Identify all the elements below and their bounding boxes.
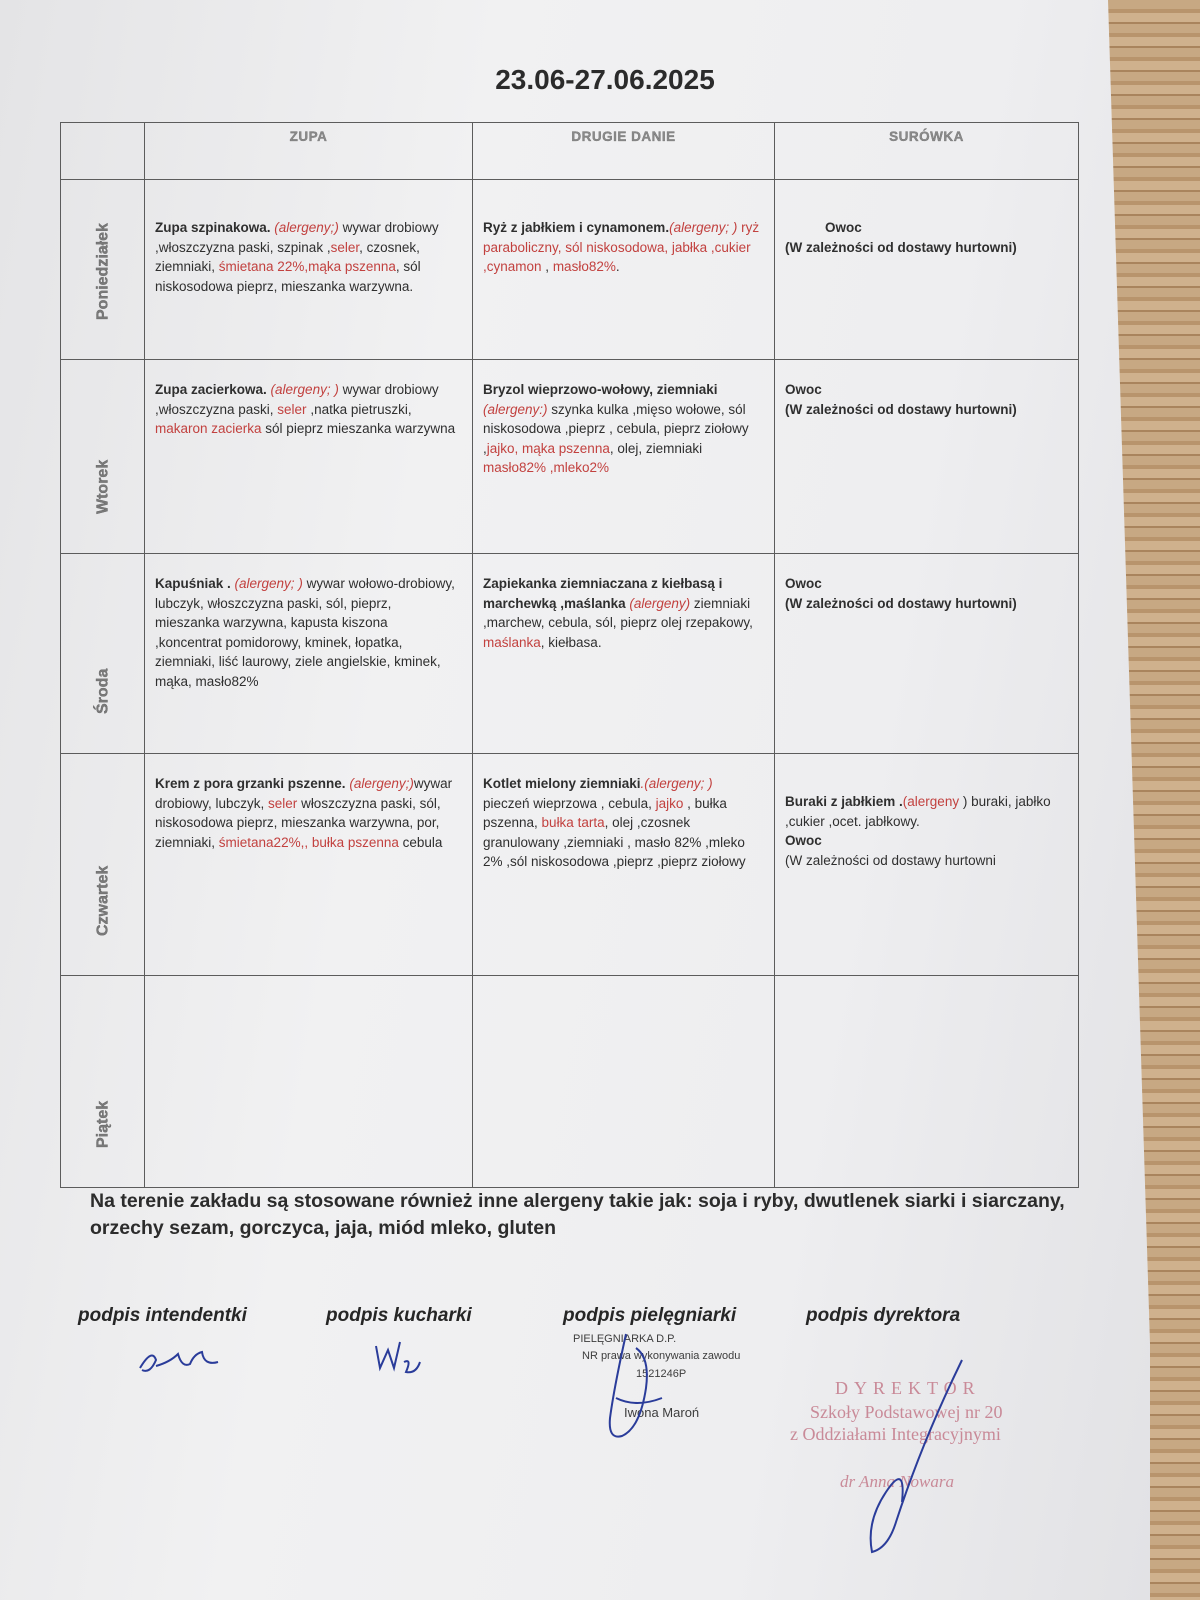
header-zupa: ZUPA <box>145 123 473 180</box>
menu-table <box>60 122 1079 1188</box>
soup-cell: Krem z pora grzanki pszenne. (alergeny;)wywar drobiowy, lubczyk, seler włoszczyzna paski, sól, niskosodowa pieprz, mieszanka warzywna, por, ziemniaki, śmietana22%,, bułka pszenna cebula <box>145 754 473 976</box>
intendent-signature <box>130 1340 230 1380</box>
cook-signature <box>368 1332 428 1384</box>
soup-cell: Zupa zacierkowa. (alergeny; ) wywar drobiowy ,włoszczyzna paski, seler ,natka pietruszki, makaron zacierka sól pieprz mieszanka warzywna <box>145 360 473 554</box>
director-stamp-line3: z Oddziałami Integracyjnymi <box>790 1424 1001 1444</box>
signature-label-intendent: podpis intendentki <box>78 1305 247 1326</box>
nurse-stamp-line3: 1521246P <box>636 1368 687 1380</box>
nurse-stamp-line2: NR prawa wykonywania zawodu <box>582 1350 741 1362</box>
main-dish-cell: Ryż z jabłkiem i cynamonem.(alergeny; ) ryż paraboliczny, sól niskosodowa, jabłka ,cukier ,cynamon , masło82%. <box>473 180 775 360</box>
allergen-footer-note: Na terenie zakładu są stosowane również inne alergeny takie jak: soja i ryby, dwutlenek siarki i siarczany, orzechy sezam, gorczyca, jaja, miód mleko, gluten <box>90 1190 1065 1239</box>
director-signature <box>862 1352 972 1562</box>
day-label: Piątek <box>61 976 145 1188</box>
table-row <box>61 754 1079 976</box>
soup-cell: Kapuśniak . (alergeny; ) wywar wołowo-drobiowy, lubczyk, włoszczyzna paski, sól, pieprz, mieszanka warzywna, kapusta kiszona ,koncentrat pomidorowy, kminek, łopatka, ziemniaki, liść laurowy, ziele angielskie, kminek, mąka, masło82% <box>145 554 473 754</box>
salad-cell: Buraki z jabłkiem .(alergeny ) buraki, jabłko ,cukier ,ocet. jabłkowy. Owoc (W zależności od dostawy hurtowni <box>775 754 1079 976</box>
director-stamp-line1: DYREKTOR <box>835 1378 981 1398</box>
table-row <box>61 180 1079 360</box>
table-row <box>61 554 1079 754</box>
day-label: Środa <box>61 554 145 754</box>
header-corner <box>61 123 145 180</box>
nurse-stamp-name: Iwona Maroń <box>624 1405 700 1420</box>
table-row <box>61 360 1079 554</box>
director-stamp-line2: Szkoły Podstawowej nr 20 <box>810 1402 1003 1422</box>
salad-cell: Owoc (W zależności od dostawy hurtowni) <box>775 180 1079 360</box>
main-dish-cell: Bryzol wieprzowo-wołowy, ziemniaki (alergeny:) szynka kulka ,mięso wołowe, sól niskosodowa ,pieprz , cebula, pieprz ziołowy ,jajko, mąka pszenna, olej, ziemniaki masło82% ,mleko2% <box>473 360 775 554</box>
director-stamp-name: dr Anna Nowara <box>840 1472 954 1491</box>
salad-cell-empty <box>775 976 1079 1188</box>
header-drugie-danie: DRUGIE DANIE <box>473 123 775 180</box>
salad-cell: Owoc (W zależności od dostawy hurtowni) <box>775 554 1079 754</box>
nurse-signature <box>596 1328 676 1448</box>
header-surowka: SURÓWKA <box>775 123 1079 180</box>
soup-cell: Zupa szpinakowa. (alergeny;) wywar drobiowy ,włoszczyzna paski, szpinak ,seler, czosnek, ziemniaki, śmietana 22%,mąka pszenna, sól niskosodowa pieprz, mieszanka warzywna. <box>145 180 473 360</box>
signature-label-nurse: podpis pielęgniarki <box>563 1305 737 1326</box>
salad-cell: Owoc (W zależności od dostawy hurtowni) <box>775 360 1079 554</box>
day-label: Czwartek <box>61 754 145 976</box>
day-label: Poniedziałek <box>61 180 145 360</box>
nurse-stamp-line1: PIELĘGNIARKA D.P. <box>573 1333 677 1345</box>
soup-cell-empty <box>145 976 473 1188</box>
signature-label-cook: podpis kucharki <box>326 1305 472 1326</box>
main-dish-cell-empty <box>473 976 775 1188</box>
page-title: 23.06-27.06.2025 <box>495 64 715 95</box>
main-dish-cell: Zapiekanka ziemniaczana z kiełbasą i marchewką ,maślanka (alergeny) ziemniaki ,marchew, cebula, sól, pieprz olej rzepakowy, maślanka, kiełbasa. <box>473 554 775 754</box>
signature-label-director: podpis dyrektora <box>806 1305 961 1326</box>
main-dish-cell: Kotlet mielony ziemniaki.(alergeny; ) pieczeń wieprzowa , cebula, jajko , bułka pszenna, bułka tarta, olej ,czosnek granulowany ,ziemniaki , masło 82% ,mleko 2% ,sól niskosodowa ,pieprz ,pieprz ziołowy <box>473 754 775 976</box>
table-row <box>61 976 1079 1188</box>
header-row <box>61 123 1079 180</box>
day-label: Wtorek <box>61 360 145 554</box>
